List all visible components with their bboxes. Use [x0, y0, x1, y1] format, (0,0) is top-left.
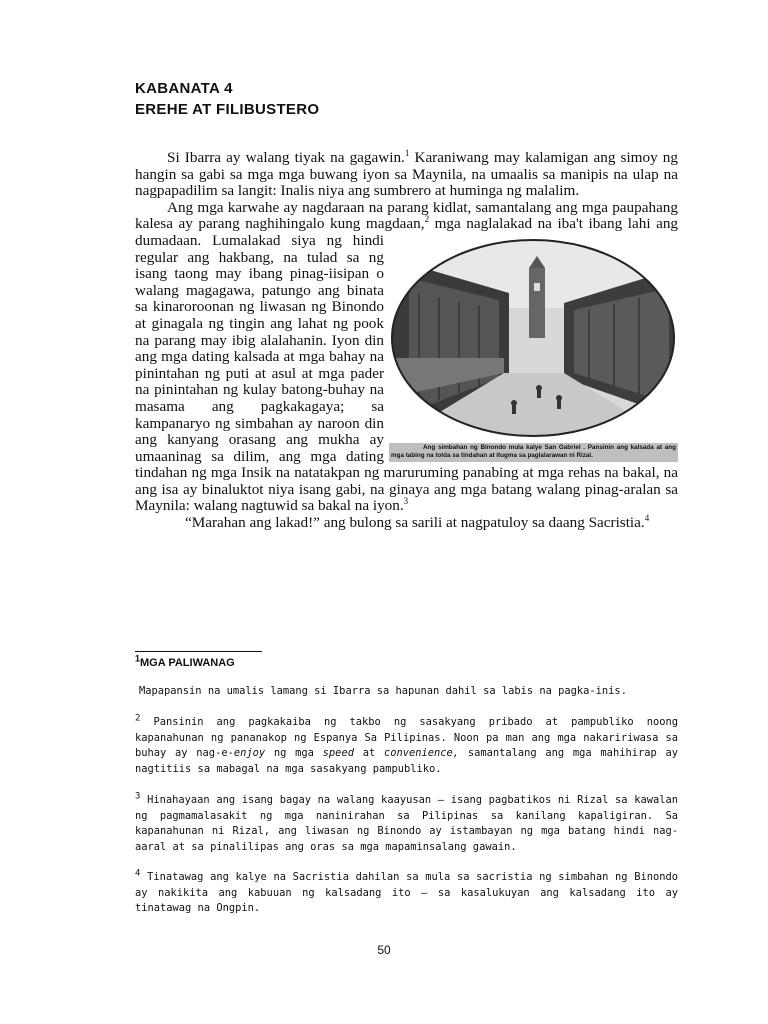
paragraph-2: [135, 200, 678, 515]
footnote-ref-2: 2: [424, 214, 430, 225]
footnote-2-text-c: at: [353, 747, 384, 759]
paragraph-2-text-b: mga naglalakad na iba't ibang lahi ang dumadaan. Lumalakad siya ng hindi regular ang hakbang, na tulad sa ng isang taong may ibang pinag-iisipan o walang magagawa, patungo ang binata sa kinaroroonan ng liwasan ng Binondo at ginagala ng tingin ang lahat ng pook na parang may ibig alalahanin. Iyon din ang mga dating kalsada at mga bahay na pinintahan ng puti at asul at mga pader na pinintahan ng kulay batong-buhay na masama ang pagkakagaya; sa kampanaryo ng simbahan ay naroon din ang kanyang orasang ang mukha ay umaaninag sa dilim, ang mga dating tindahan ng mga Insik na natatakpan ng maruruming panabing at mga rehas na bakal, na ang isa ay binaluktot niya isang gabi, na ginaya ang mga batang walang pinag-aralan sa Maynila: walang nagtuwid sa bakal na iyon.: [135, 215, 679, 515]
engraving-image: [389, 238, 678, 443]
footnote-2-speed: speed: [322, 747, 354, 759]
footnotes-heading: [135, 653, 235, 669]
figure-caption: Ang simbahan ng Binondo mula kalye San Gabriel . Pansinin ang kalsada at ang mga tabing na tolda sa tindahan at itugma sa paglalarawan ni Rizal.: [389, 443, 678, 462]
footnote-1: Mapapansin na umalis lamang si Ibarra sa hapunan dahil sa labis na pagka-inis.: [139, 685, 627, 697]
paragraph-3-text: “Marahan ang lakad!” ang bulong sa sarili at nagpatuloy sa daang Sacristia.: [185, 514, 645, 532]
footnote-3: [135, 793, 678, 855]
page-number: 50: [377, 943, 391, 957]
chapter-number: KABANATA 4: [135, 80, 233, 97]
footnote-4: [135, 870, 678, 917]
footnote-2-enjoy: enjoy: [233, 747, 266, 759]
footnote-2-ref: 2: [135, 713, 141, 724]
footnote-ref-1: 1: [404, 147, 410, 158]
footnote-2: [135, 715, 678, 777]
footnote-3-ref: 3: [135, 791, 141, 802]
footnote-2-text-d: samantalang ang mga mahihirap ay nagtitiis sa mabagal na mga sasakyang pampubliko.: [135, 747, 678, 775]
footnote-ref-3: 3: [403, 496, 409, 507]
footnotes-heading-text: MGA PALIWANAG: [140, 657, 235, 669]
footnote-divider: [135, 651, 262, 652]
paragraph-2-text-a: Ang mga karwahe ay nagdaraan na parang kidlat, samantalang ang mga paupahang kalesa ay parang naghihingalo kung magdaan,: [135, 198, 678, 233]
footnote-ref-4: 4: [644, 513, 650, 523]
paragraph-3: [135, 515, 678, 532]
footnote-2-convenience: convenience,: [383, 747, 460, 759]
footnote-4-ref: 4: [135, 868, 141, 879]
footnotes-heading-ref: 1: [135, 653, 141, 664]
footnote-2-text-b: ng mga: [265, 747, 323, 759]
footnote-2-text-a: Pansinin ang pagkakaiba ng takbo ng sasakyang pribado at pampubliko noong kapanahunan ng pananakop ng Espanya Sa Pilipinas. Noon pa man ang mga nakaririwasa sa buhay ay nag-e-: [135, 716, 678, 759]
footnote-4-text: Tinatawag ang kalye na Sacristia dahilan sa mula sa sacristia ng simbahan ng Binondo ay nakikita ang kabuuan ng kalsadang ito – sa kasalukuyan ang kalsadang ito ay tinatawag na Ongpin.: [135, 871, 678, 914]
paragraph-1-rest: Karaniwang may kalamigan ang simoy ng hangin sa gabi sa mga mga buwang iyon sa Maynila, na umaalis sa manipis na ulap na nagpapadilim sa langit: Inalis niya ang sumbrero at huminga ng malalim.: [135, 149, 678, 200]
chapter-title: EREHE AT FILIBUSTERO: [135, 101, 320, 118]
footnote-3-text: Hinahayaan ang isang bagay na walang kaayusan – isang pagbatikos ni Rizal sa kawalan ng pagmamalasakit ng mga naninirahan sa Pilipinas sa kanilang kapaligiran. Sa kapanahunan ni Rizal, ang liwasan ng Binondo ay istambayan ng mga batang hindi nag-aaral at sa pinalilipas ang oras sa mga mapaminsalang gawain.: [135, 794, 678, 853]
body-text: [135, 147, 679, 532]
paragraph-1: [135, 147, 678, 200]
figure: [389, 238, 678, 463]
paragraph-1-text: Si Ibarra ay walang tiyak na gagawin.: [167, 149, 405, 166]
